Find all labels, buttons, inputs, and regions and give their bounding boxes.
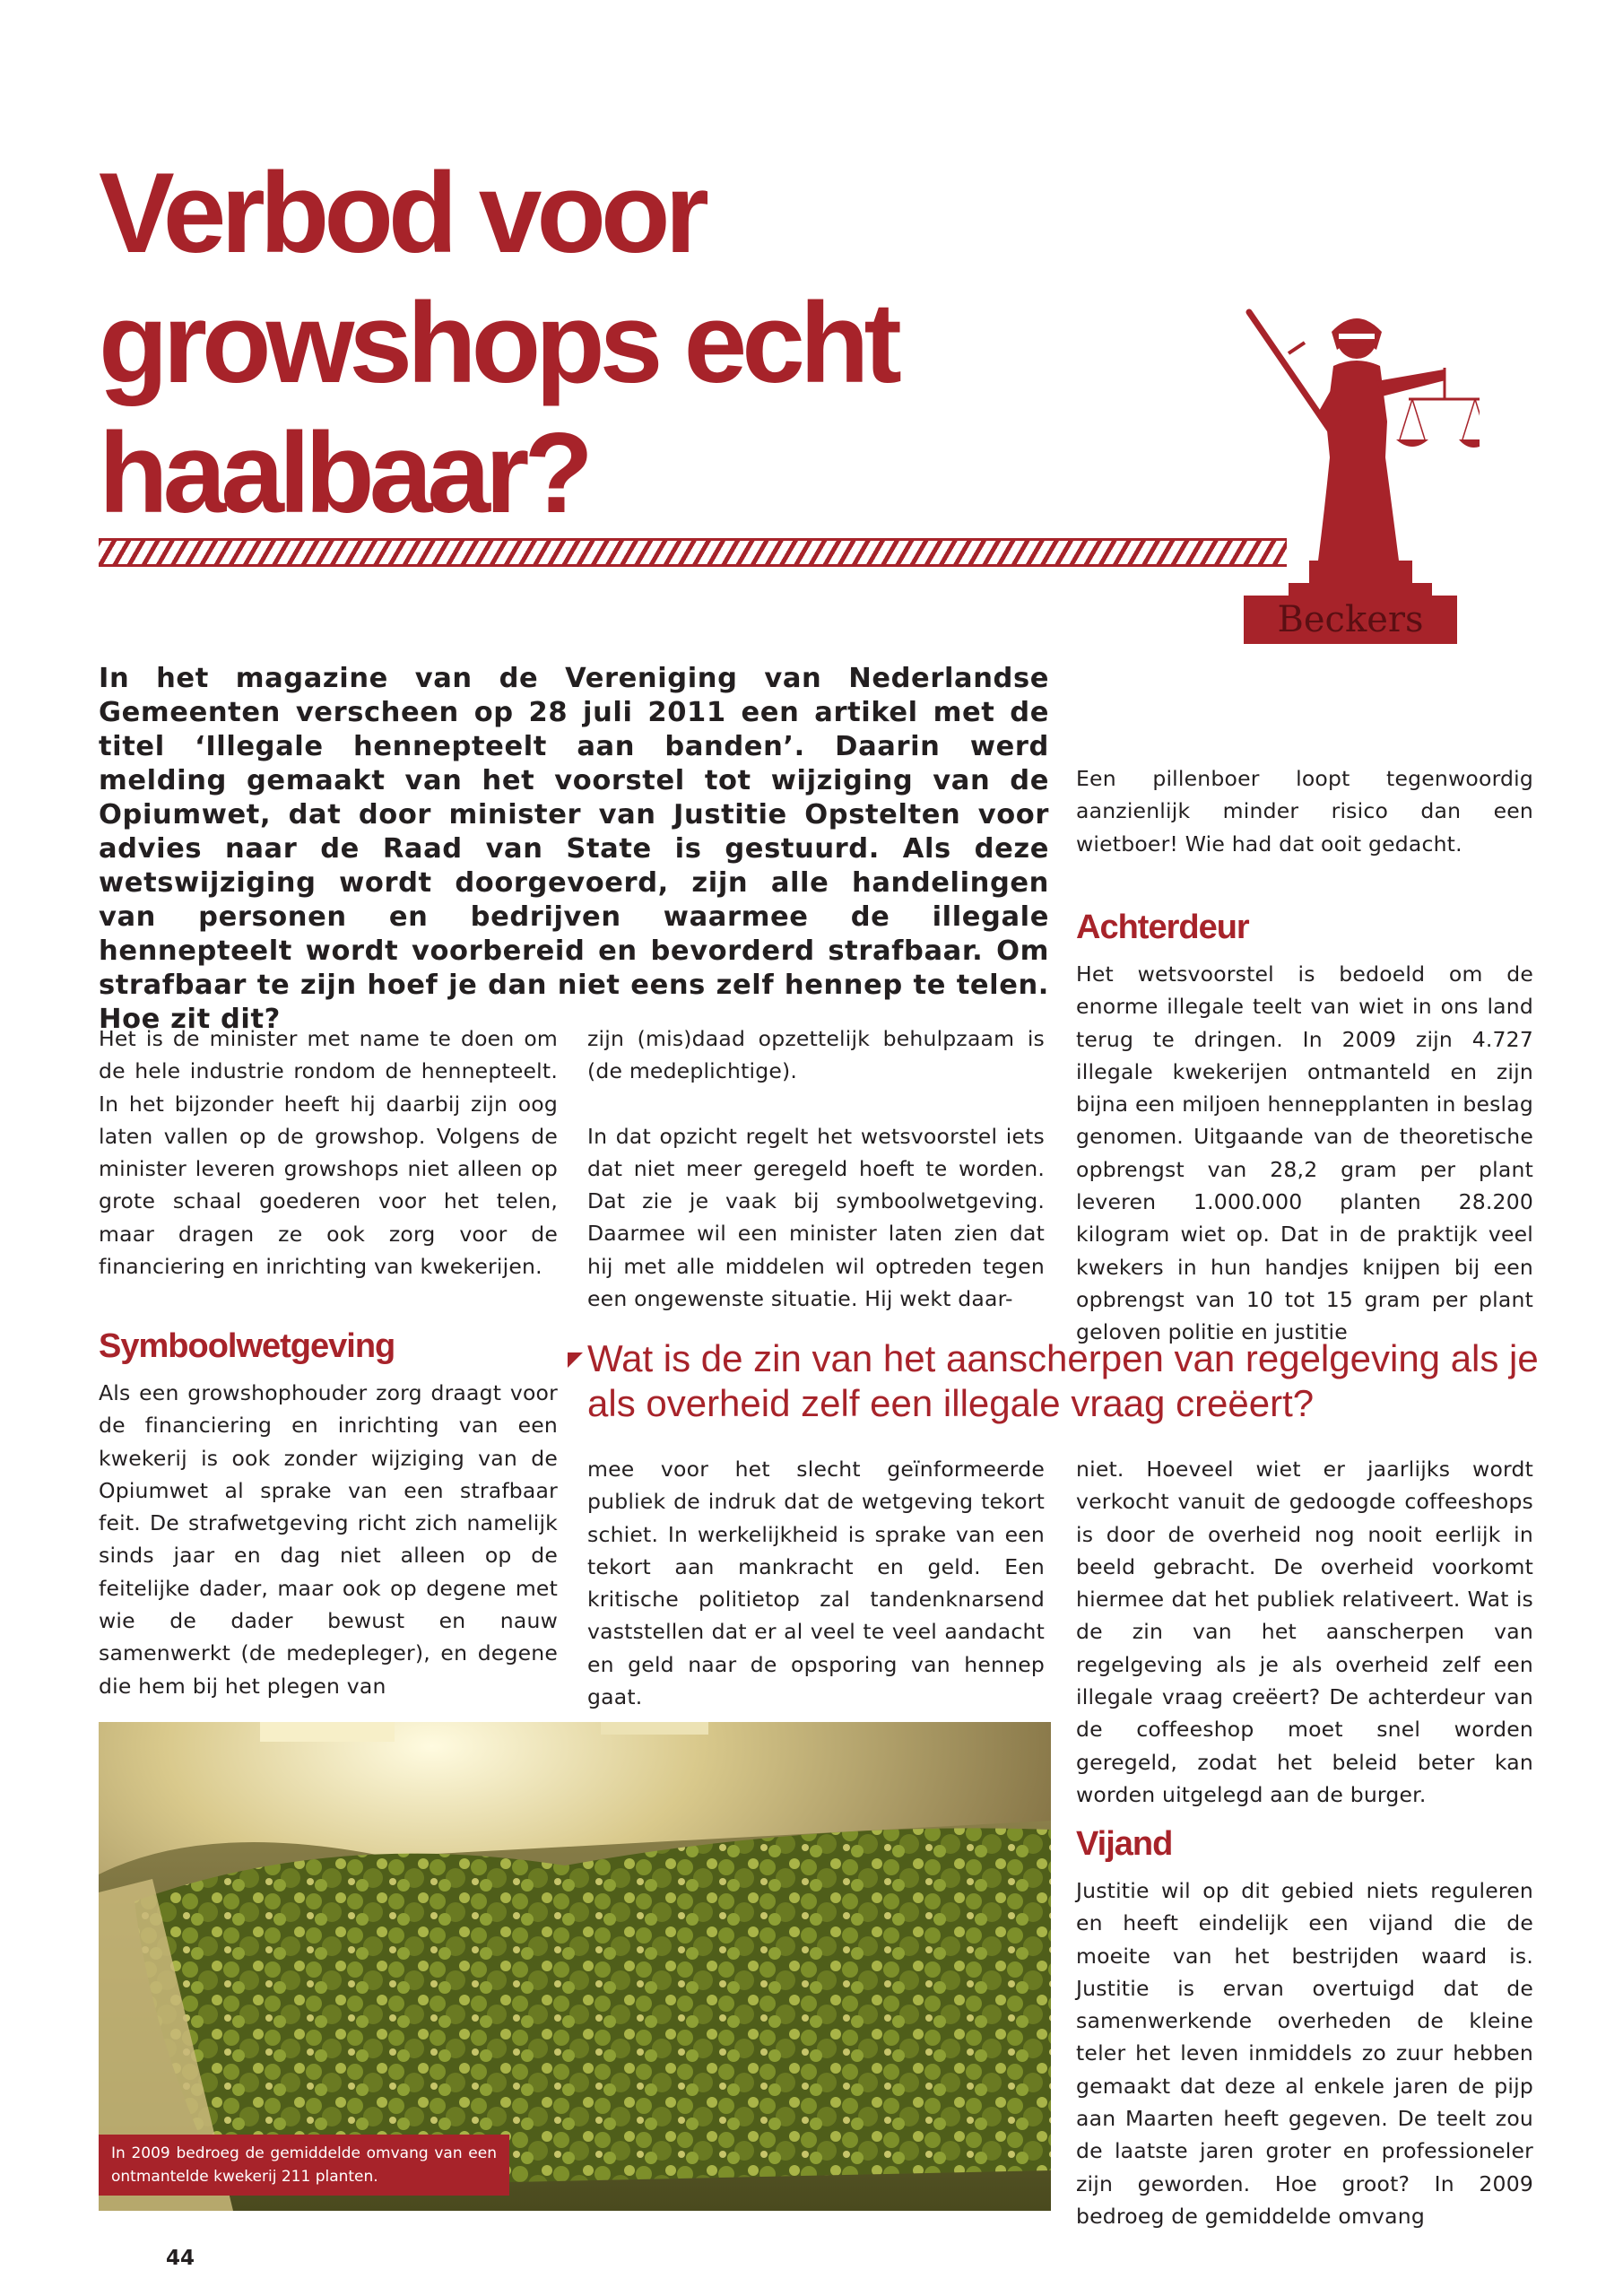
intro-paragraph: In het magazine van de Vereniging van Nederlandse Gemeenten verscheen op 28 juli 2011 een artikel met de titel ‘Illegale hennepteelt aan banden’. Daarin werd melding gemaakt van het voorstel tot wijziging van de Opiumwet, dat door minister van Justitie Opstelten voor advies naar de Raad van State is gestuurd. Als deze wetswijziging wordt doorgevoerd, zijn alle handelingen van personen en bedrijven waarmee de illegale hennepteelt wordt voorbereid en bevorderd strafbaar. Om strafbaar te zijn hoef je dan niet eens zelf hennep te telen. Hoe zit dit? (99, 663, 1049, 1035)
body-paragraph: niet. Hoeveel wiet er jaarlijks wordt verkocht vanuit de gedoogde coffeeshops is door de overheid nog nooit eerlijk in beeld gebracht. De overheid voorkomt hiermee dat het publiek relativeert. Wat is de zin van het aanscherpen van regelgeving als je als overheid zelf een illegale vraag creëert? De achterdeur van de coffeeshop moet snel worden geregeld, zodat het beleid beter kan worden uitgelegd aan de burger. (1076, 1457, 1533, 1807)
pull-quote: Wat is de zin van het aanscherpen van regelgeving als je als overheid zelf een illegale vraag creëert? (587, 1337, 1539, 1424)
grow-room-photo (99, 1722, 1051, 2211)
column-2-top (587, 1022, 1045, 1315)
body-paragraph: In dat opzicht regelt het wetsvoorstel iets dat niet meer geregeld hoeft te worden. Dat zie je vaak bij symboolwetgeving. Daarmee wil een minister laten zien dat hij met alle middelen wil optreden tegen een ongewenste situatie. Hij wekt daar- (587, 1123, 1045, 1312)
subhead-vijand: Vijand (1076, 1825, 1173, 1863)
column-3-end (1076, 1874, 1533, 2232)
title-line: Verbod voor (99, 149, 704, 276)
body-paragraph: Justitie wil op dit gebied niets reguleren en heeft eindelijk een vijand die de moeite van het bestrijden waard is. Justitie is ervan overtuigd dat de samenwerkende overheden de kleine teler het leven inmiddels zo zuur hebben gemaakt dat deze al enkele jaren de pijp aan Maarten heeft gegeven. De teelt zou de laatste jaren groter en professioneler zijn geworden. Hoe groot? In 2009 bedroeg de gemiddelde omvang (1076, 1878, 1533, 2229)
column-3-top (1076, 762, 1533, 860)
logo-label: Beckers (1277, 599, 1424, 640)
article-title (99, 148, 1130, 538)
subhead-achterdeur: Achterdeur (1076, 909, 1249, 946)
body-paragraph: Het wetsvoorstel is bedoeld om de enorme illegale teelt van wiet in ons land terug te dringen. In 2009 zijn 4.727 illegale kwekerijen ontmanteld en zijn bijna een miljoen hennepplanten in beslag genomen. Uitgaande van de theoretische opbrengst van 28,2 gram per plant leveren 1.000.000 planten 28.200 kilogram wiet op. Dat in de praktijk veel kwekers in hun handjes knijpen bij een opbrengst van 10 tot 15 gram per plant geloven politie en justitie (1076, 961, 1533, 1345)
column-1-bottom (99, 1377, 558, 1702)
title-line: growshops echt (99, 279, 897, 406)
column-1-top (99, 1022, 558, 1283)
column-3-bottom (1076, 1453, 1533, 1811)
column-3-mid (1076, 958, 1533, 1349)
title-divider (99, 538, 1287, 567)
justitia-statue-icon (1233, 296, 1480, 646)
body-paragraph: zijn (mis)daad opzettelijk behulpzaam is (de medeplichtige). (587, 1026, 1045, 1084)
body-paragraph: mee voor het slecht geïnformeerde publiek de indruk dat de wetgeving tekort schiet. In werkelijkheid is sprake van een tekort aan mankracht en geld. Een kritische politietop zal tandenknarsend vaststellen dat er al veel te veel aandacht en geld naar de opsporing van hennep gaat. (587, 1457, 1045, 1710)
body-paragraph: Als een growshophouder zorg draagt voor de financiering en inrichting van een kwekerij is ook zonder wijziging van de Opiumwet al sprake van een strafbaar feit. De strafwetgeving richt zich namelijk sinds jaar en dag niet alleen op de feitelijke dader, maar ook op degene met wie de dader bewust en nauw samenwerkt (de medepleger), en degene die hem bij het plegen van (99, 1380, 558, 1699)
photo-caption: In 2009 bedroeg de gemiddelde omvang van een ontmantelde kwekerij 211 planten. (99, 2135, 509, 2196)
quote-marker (568, 1352, 583, 1368)
page-number: 44 (166, 2247, 195, 2270)
body-paragraph: Een pillenboer loopt tegenwoordig aanzienlijk minder risico dan een wietboer! Wie had dat ooit gedacht. (1076, 766, 1533, 857)
column-2-bottom (587, 1453, 1045, 1713)
body-paragraph: Het is de minister met name te doen om de hele industrie rondom de hennepteelt. In het bijzonder heeft hij daarbij zijn oog laten vallen op de growshop. Volgens de minister leveren growshops niet alleen op grote schaal goederen voor het telen, maar dragen ze ook zorg voor de financiering en inrichting van kwekerijen. (99, 1026, 558, 1280)
title-line: haalbaar? (99, 409, 588, 536)
subhead-symboolwetgeving: Symboolwetgeving (99, 1327, 395, 1365)
